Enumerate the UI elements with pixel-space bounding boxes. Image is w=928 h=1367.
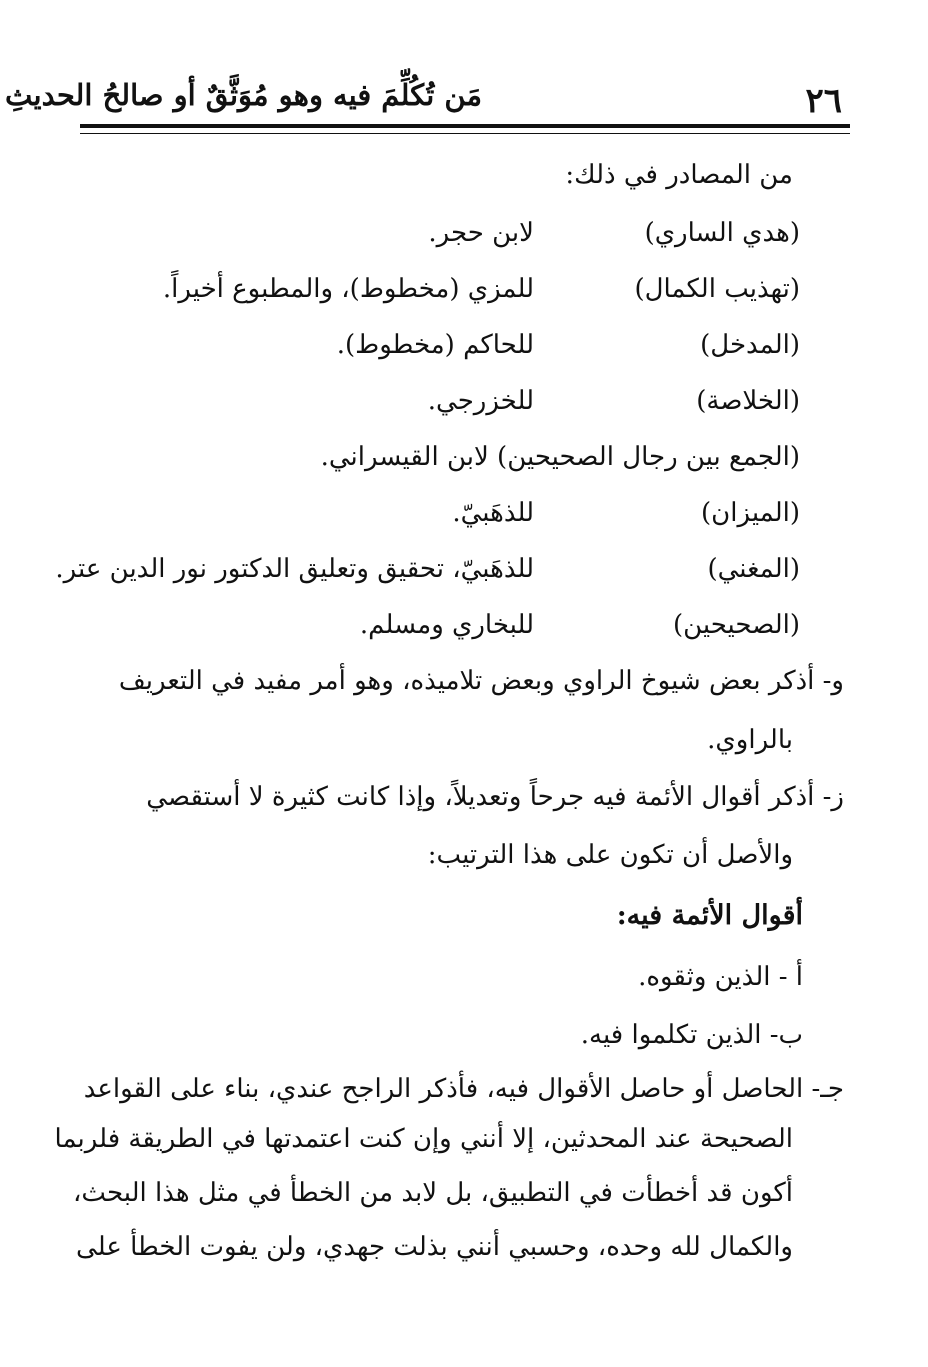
page-number: ٢٦ <box>805 81 842 121</box>
paragraph-w-line: بالراوي. <box>707 725 793 755</box>
source-row <box>120 386 800 426</box>
source-author: للبخاري ومسلم. <box>359 610 534 640</box>
list-item: ب- الذين تكلموا فيه. <box>580 1020 803 1050</box>
running-title: مَن تُكُلِّمَ فيه وهو مُوَثَّقٌ أو صالحُ الحديثِ <box>5 78 482 112</box>
header-rule-thin <box>80 133 850 134</box>
header-rule-thick <box>80 124 850 128</box>
source-row <box>120 442 800 482</box>
source-title: (الميزان) <box>701 498 800 528</box>
paragraph-z-line: ز- أذكر أقوال الأئمة فيه جرحاً وتعديلاً، وإذا كانت كثيرة لا أستقصي <box>146 782 844 812</box>
source-full-entry: (الجمع بين رجال الصحيحين) لابن القيسراني. <box>320 442 800 472</box>
source-author: للخزرجي. <box>427 386 534 416</box>
source-author: للحاكم (مخطوط). <box>336 330 534 360</box>
source-row <box>120 610 800 650</box>
source-title: (المدخل) <box>700 330 800 360</box>
source-row <box>120 218 800 258</box>
paragraph-j-line: أكون قد أخطأت في التطبيق، بل لابد من الخطأ في مثل هذا البحث، <box>73 1178 793 1208</box>
paragraph-j-line: والكمال لله وحده، وحسبي أنني بذلت جهدي، ولن يفوت الخطأ على <box>76 1232 793 1262</box>
source-author: لابن حجر. <box>428 218 534 248</box>
source-title: (المغني) <box>707 554 800 584</box>
source-title: (هدي الساري) <box>644 218 800 248</box>
source-row <box>120 330 800 370</box>
section-heading: أقوال الأئمة فيه: <box>616 900 803 931</box>
source-title: (الخلاصة) <box>696 386 800 416</box>
source-row <box>120 498 800 538</box>
source-author: للمزي (مخطوط)، والمطبوع أخيراً. <box>162 274 534 304</box>
source-row <box>55 554 800 594</box>
source-title: (الصحيحين) <box>672 610 800 640</box>
page-header <box>5 66 850 126</box>
paragraph-j-line: الصحيحة عند المحدثين، إلا أنني وإن كنت اعتمدتها في الطريقة فلربما <box>54 1124 793 1154</box>
source-title: (تهذيب الكمال) <box>634 274 800 304</box>
source-author: للذهَبيّ، تحقيق وتعليق الدكتور نور الدين عتر. <box>55 554 534 584</box>
paragraph-w-line: و- أذكر بعض شيوخ الراوي وبعض تلاميذه، وهو أمر مفيد في التعريف <box>118 666 844 696</box>
paragraph-j-line: جـ- الحاصل أو حاصل الأقوال فيه، فأذكر الراجح عندي، بناء على القواعد <box>83 1074 844 1104</box>
source-author: للذهَبيّ. <box>452 498 534 528</box>
paragraph-z-line: والأصل أن تكون على هذا الترتيب: <box>427 840 793 870</box>
sources-intro: من المصادر في ذلك: <box>565 160 793 190</box>
list-item: أ - الذين وثقوه. <box>638 962 803 992</box>
source-row <box>120 274 800 314</box>
